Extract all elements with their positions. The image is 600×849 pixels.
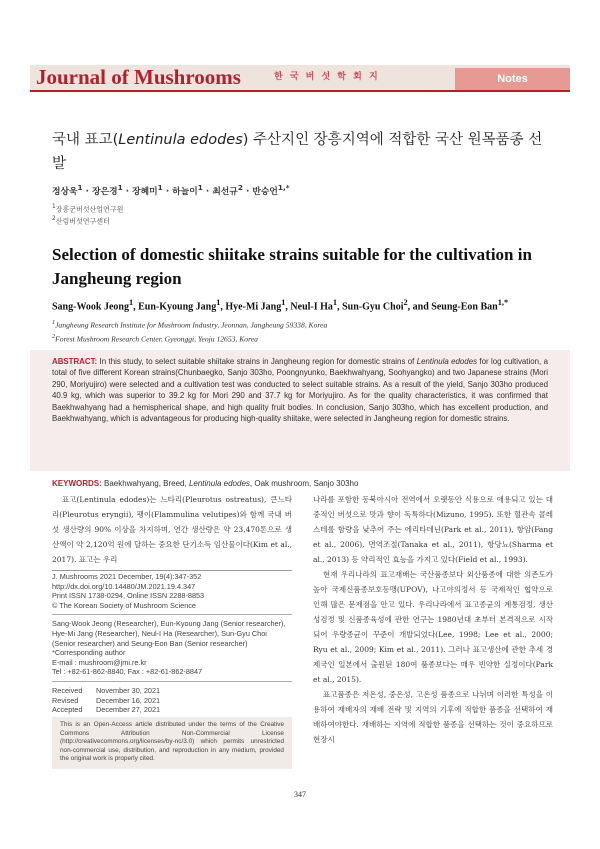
article-dates: Received November 30, 2021 Revised December 16, 2021 Accepted December 27, 2021 <box>52 686 292 715</box>
corresponding-author: *Corresponding author <box>52 648 126 658</box>
author: Sun-Gyu Choi <box>342 301 404 313</box>
keywords-label: KEYWORDS: <box>52 479 102 488</box>
author: 장은경 <box>92 186 118 197</box>
abstract-label: ABSTRACT: <box>52 357 98 366</box>
author: and Seung-Eon Ban <box>412 301 498 313</box>
abstract-text: In this study, to select suitable shiitake strains in Jangheung region for domestic strains of <box>97 357 417 366</box>
body-paragraph: 표고(Lentinula edodes)는 느타리(Pleurotus ostreatus), 큰느타리(Pleurotus eryngii), 팽이(Flammulina velutipes)와 함께 국내 버섯 생산량의 90% 이상을 차지하며, 연간 생산량은 약 23,470톤으로 생산액이 약 2,120억 원에 달하는 중요한 단기소득 임산물이다(Kim et al., 2017). 표고는 우리 <box>52 495 292 564</box>
article-info <box>52 572 292 715</box>
citation: J. Mushrooms 2021 December, 19(4):347-352 <box>52 572 202 581</box>
phone: Tel : +82-61-862-8840, Fax : +82-61-862-8847 <box>52 667 203 677</box>
info-separator <box>52 681 292 682</box>
author: 정상욱 <box>52 186 78 197</box>
author: Neul-I Ha <box>290 301 333 313</box>
author: 하늘이 <box>172 186 198 197</box>
korean-affiliations: $^1$장흥군버섯산업연구원 $^2$산림버섯연구센터 <box>52 204 124 226</box>
english-affiliations: $^1$Jangheung Research Institute for Mushroom Industry, Jeonnan, Jangheung 59338, Korea $^2$Forest Mushroom Research Center, Gyeonggi, Yeoju 12653, Korea <box>52 319 328 344</box>
accepted-date: December 27, 2021 <box>96 705 161 715</box>
received-date: November 30, 2021 <box>96 685 161 695</box>
body-paragraph: 현재 우리나라의 표고재배는 국산품종보다 외산품종에 대한 의존도가 높아 국제신품종보호동맹(UPOV), 나고야의정서 등 국제적인 협약으로 인해 많은 문제점을 안고 있다. 우리나라에서 표고종균의 계통검정, 생산성검정 및 신품종육성에 관한 연구는 1980년대 초부터 본격적으로 시작되어 우량종균이 꾸준이 개발되었다(Lee, 1998; Lee et al., 2000; Ryu et al., 2009; Kim et al., 2011). 그러나 표고생산에 관한 추세 경제국인 일본에서 출원된 180여 품종보다는 매우 빈약한 실정이다(Park et al., 2015). <box>313 570 553 684</box>
author: Sang-Wook Jeong <box>52 301 129 313</box>
author: 장혜미 <box>132 186 158 197</box>
abstract-box <box>30 350 570 471</box>
abstract-species: Lentinula edodes <box>416 357 478 366</box>
affiliation: 장흥군버섯산업연구원 <box>55 205 124 214</box>
body-left-column <box>52 492 292 567</box>
keywords: KEYWORDS: Baekhwahyang, Breed, Lentinula edodes, Oak mushroom, Sanjo 303ho <box>52 479 359 488</box>
issn: Print ISSN 1738-0294, Online ISSN 2288-8853 <box>52 591 205 601</box>
journal-title: Journal of Mushrooms <box>36 65 241 89</box>
author: 최선규 <box>212 186 238 197</box>
info-separator <box>52 614 292 615</box>
author: Eun-Kyoung Jang <box>138 301 217 313</box>
journal-korean-title: 한 국 버 섯 학 회 지 <box>274 72 380 82</box>
author: Hye-Mi Jang <box>225 301 282 313</box>
korean-title <box>52 128 552 176</box>
body-paragraph: 표고품종은 저온성, 중온성, 고온성 품종으로 나뉘며 이러한 특성을 이용하여 재배자의 재배 전략 및 지역의 기후에 적합한 품종을 선택하여 재배하여야한다. 재배하는 지역에 적합한 품종을 선택하는 것이 중요하므로 현장시 <box>313 690 553 744</box>
affiliation: 산림버섯연구센터 <box>55 217 110 226</box>
english-authors: Sang-Wook Jeong$^1$, Eun-Kyoung Jang$^1$, Hye-Mi Jang$^1$, Neul-I Ha$^1$, Sun-Gyu Choi$^2$, and Seung-Eon Ban$^{1,*}$ <box>52 298 509 313</box>
revised-date: December 16, 2021 <box>96 695 161 705</box>
info-rule <box>52 570 292 571</box>
author-roles: Sang-Wook Jeong (Researcher), Eun-Kyoung Jang (Senior researcher), Hye-Mi Jang (Researcher), Neul-I Ha (Researcher), Sun-Gyu Choi (Senior researcher) and Seung-Eon Ban (Senior researcher) <box>52 619 286 648</box>
body-right-column <box>313 492 553 747</box>
header-rule <box>30 90 570 92</box>
korean-authors: 정상욱$^1$ · 장은경$^1$ · 장혜미$^1$ · 하늘이$^1$ · 최선규$^2$ · 반승언$^{1,*}$ <box>52 183 290 197</box>
email: E-mail : mushroom@jmi.re.kr <box>52 657 147 667</box>
affiliation: Jangheung Research Institute for Mushroom Industry, Jeonnan, Jangheung 59338, Korea <box>55 320 328 330</box>
license-box: This is an Open-Access article distributed under the terms of the Creative Commons Attribution Non-Commercial License (http://creativecommons.org/licenses/by-nc/3.0) which permits unrestricted non-commercial use, distribution, and reproduction in any medium, provided the original work is properly cited. <box>52 717 292 769</box>
korean-title-suffix: ) 주산지인 장흥지역에 적합한 국산 원목품종 선발 <box>52 132 543 172</box>
copyright: © The Korean Society of Mushroom Science <box>52 600 196 610</box>
affiliation: Forest Mushroom Research Center, Gyeonggi, Yeoju 12653, Korea <box>55 334 258 344</box>
korean-title-prefix: 국내 표고( <box>52 132 119 148</box>
article-type-tab: Notes <box>455 68 570 90</box>
doi: http://dx.doi.org/10.14480/JM.2021.19.4.347 <box>52 581 196 591</box>
korean-title-species: Lentinula edodes <box>118 132 243 148</box>
page-number: 347 <box>294 790 306 799</box>
english-title: Selection of domestic shiitake strains suitable for the cultivation in Jangheung region <box>52 245 532 288</box>
author: 반승언 <box>252 186 278 197</box>
body-paragraph: 나라를 포함한 동북아시아 전역에서 오랫동안 식용으로 애용되고 있는 대중적인 버섯으로 맛과 향이 독특하다(Mizuno, 1995). 또한 혈관속 콜레스테롤 함량을 낮추어 주는 에리타데닌(Park et al., 2011), 항암(Fang et al., 2006), 면역조절(Tanaka et al., 2011), 항당뇨(Sharma et al., 2013) 등 약리적인 효능을 가지고 있다(Field et al., 1993). <box>313 495 553 564</box>
abstract-text: for log cultivation, a total of five different Korean strains(Chunbaegko, Sanjo 303ho, Poongnyunko, Baekhwahyang, Soohyangko) and two Japanese strains (Mori 290, Moriyujiro) were selected and a cultivation test was conducted to select suitable strains. As a result of the yield, Sanjo 303ho produced 40.9 kg, which was superior to 39.2 kg for Mori 290 and 37.7 kg for Moriyujiro. As for the quality characteristics, it was confirmed that Baekhwahyang had a hemispherical shape, and high quality fruit bodies. In conclusion, Sanjo 303ho, which has excellent production, and Baekhwahyang, which is advantageous for producing high-quality shiitake, were selected in Jangheung region for domestic strains. <box>52 357 548 424</box>
